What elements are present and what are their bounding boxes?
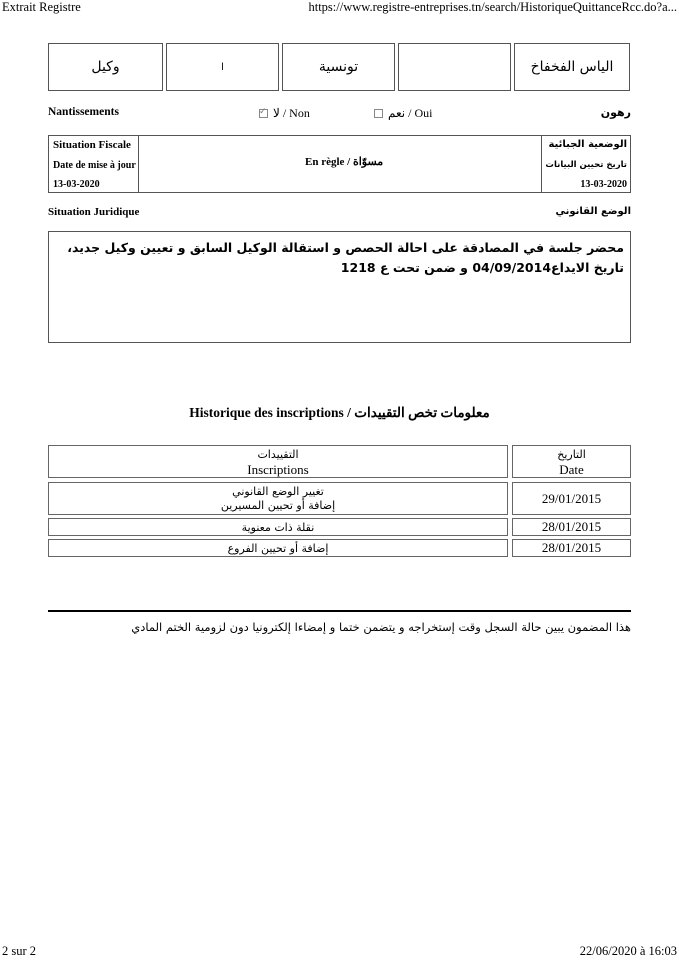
page-number: 2 sur 2 [2,944,37,958]
row-inscription-line: تغيير الوضع القانوني [232,484,324,498]
cell-2 [166,43,279,91]
nantissements-non [257,106,310,121]
fiscal-status: En règle / مسوّاة [305,156,384,168]
header-inscriptions-fr: Inscriptions [247,461,309,477]
header-date-fr: Date [559,461,584,477]
oui-label: نعم / Oui [388,106,433,120]
footer-note: هذا المضمون يبين حالة السجل وقت إستخراجه و يتضمن ختما و إمضاءا إلكترونيا دون لزومية الختم المادي [131,620,631,634]
fiscal-title-ar: الوضعية الجبائية [548,139,627,150]
row-inscription [48,539,508,557]
juridique-label-ar: الوضع القانوني [555,206,631,217]
table-row [48,482,631,515]
fiscal-divider-right [541,135,542,193]
footer-rule [48,610,631,612]
header-date-ar: التاريخ [557,447,586,461]
browser-title: Extrait Registre [2,0,81,14]
fiscal-date-fr: 13-03-2020 [53,179,100,190]
header-inscriptions-ar: التقييدات [257,447,299,461]
nationality-text: تونسية [318,59,359,75]
fiscal-date-label-ar: تاريخ تحيين البيانات [545,160,627,170]
non-checkbox [259,109,268,118]
table-row [48,518,631,536]
name-cell [514,43,630,91]
non-label: لا / Non [273,106,310,120]
row-date: 28/01/2015 [512,539,631,557]
cell-2-text: ا [221,61,224,73]
row-inscription-line: إضافة أو تحيين المسيرين [220,498,336,512]
juridique-text: محضر جلسة في المصادقة على احالة الحصص و استقالة الوكيل السابق و تعيين وكيل جديد، تاريخ الايداع04/09/2014 و ضمن تحت ع 1218 [67,240,624,275]
fiscal-date-ar: 13-03-2020 [580,179,627,190]
historique-header-row [48,445,631,478]
header-inscriptions [48,445,508,478]
print-datetime: 22/06/2020 à 16:03 [579,944,677,958]
nantissements-label-fr: Nantissements [48,106,119,118]
row-date: 28/01/2015 [512,518,631,536]
fiscal-date-label-fr: Date de mise à jour [53,160,136,171]
cell-4 [398,43,511,91]
nantissements-oui [372,106,432,121]
fiscal-divider-left [138,135,139,193]
row-inscription [48,518,508,536]
name-text: الياس الفخفاخ [530,59,614,75]
historique-title: Historique des inscriptions / معلومات تخص التقييدات [189,405,490,420]
nantissements-label-ar: رهون [600,106,631,119]
fiscal-title-fr: Situation Fiscale [53,139,131,151]
row-date: 29/01/2015 [512,482,631,515]
oui-checkbox [374,109,383,118]
row-inscription-line: إضافة أو تحيين الفروع [227,541,329,555]
role-text: وكيل [91,59,120,75]
header-date [512,445,631,478]
browser-url: https://www.registre-entreprises.tn/search/HistoriqueQuittanceRcc.do?a... [308,0,677,14]
table-row [48,539,631,557]
row-inscription [48,482,508,515]
row-inscription-line: نقلة ذات معنوية [241,520,315,534]
juridique-label-fr: Situation Juridique [48,206,140,218]
role-cell [48,43,163,91]
nationality-cell [282,43,395,91]
